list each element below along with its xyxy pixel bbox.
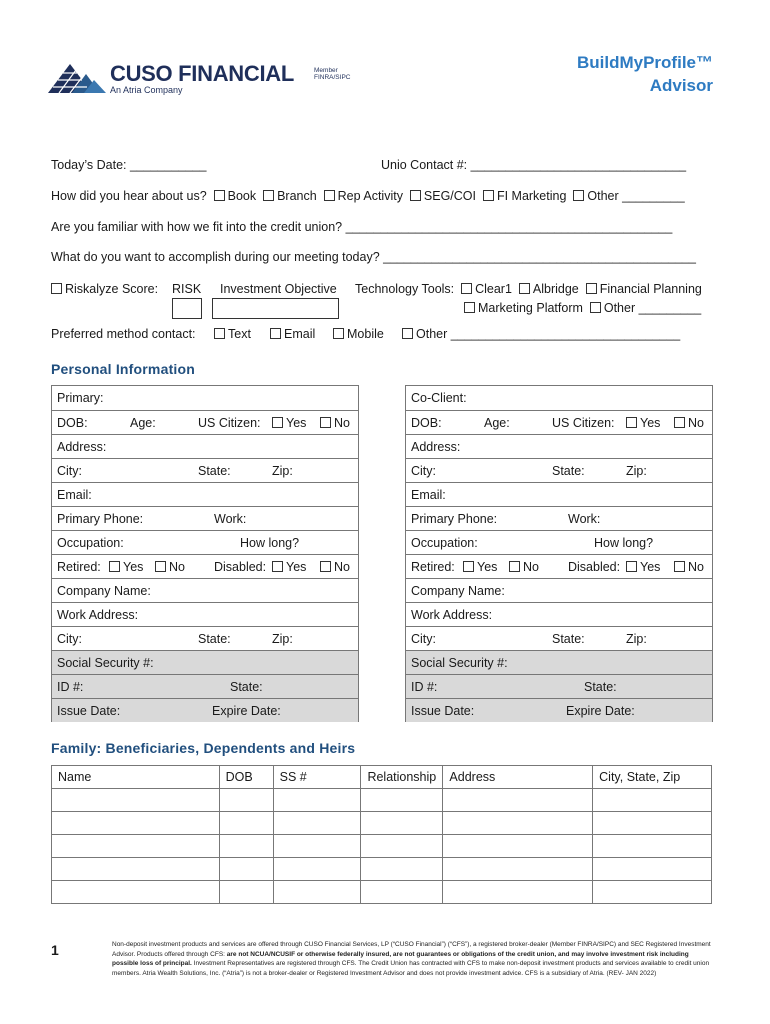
primary-row-work-address[interactable] xyxy=(52,602,358,626)
city-label: City: xyxy=(57,464,82,478)
state-label: State: xyxy=(198,632,231,646)
family-header-row xyxy=(52,766,712,789)
primary-row-issue[interactable] xyxy=(52,698,358,722)
contact-option-mobile[interactable]: Mobile xyxy=(333,327,384,341)
primary-client-grid xyxy=(51,385,359,722)
checkbox-icon[interactable] xyxy=(51,283,62,294)
table-row[interactable] xyxy=(52,858,712,881)
hear-about-row xyxy=(51,189,685,203)
coclient-row-email[interactable] xyxy=(406,482,712,506)
primary-row-ssn[interactable] xyxy=(52,650,358,674)
column-header-city-state-zip: City, State, Zip xyxy=(593,766,712,789)
work-address-label: Work Address: xyxy=(411,608,493,622)
checkbox-icon[interactable] xyxy=(333,328,344,339)
id-label: ID #: xyxy=(411,680,438,694)
state-label: State: xyxy=(552,632,585,646)
coclient-row-work-address[interactable] xyxy=(406,602,712,626)
primary-row-company[interactable] xyxy=(52,578,358,602)
checkbox-icon[interactable] xyxy=(214,190,225,201)
checkbox-icon[interactable] xyxy=(320,561,331,572)
table-row[interactable] xyxy=(52,835,712,858)
us-citizen-yes[interactable]: Yes xyxy=(626,416,660,430)
address-label: Address: xyxy=(411,440,461,454)
disabled-label: Disabled: xyxy=(568,560,621,574)
checkbox-icon[interactable] xyxy=(463,561,474,572)
disabled-yes[interactable]: Yes xyxy=(272,560,306,574)
work-address-label: Work Address: xyxy=(57,608,139,622)
risk-score-input[interactable] xyxy=(172,298,202,319)
company-name-label: Company Name: xyxy=(57,584,151,598)
primary-row-email[interactable] xyxy=(52,482,358,506)
tech-option-financial-planning[interactable]: Financial Planning xyxy=(586,282,702,296)
tech-tools-label: Technology Tools: xyxy=(355,282,455,296)
checkbox-icon[interactable] xyxy=(214,328,225,339)
work-phone-label: Work: xyxy=(214,512,247,526)
checkbox-icon[interactable] xyxy=(324,190,335,201)
coclient-row-phone[interactable] xyxy=(406,506,712,530)
risk-label: RISK xyxy=(172,282,202,296)
table-row[interactable] xyxy=(52,881,712,904)
retired-label: Retired: xyxy=(57,560,101,574)
coclient-row-header xyxy=(406,386,712,409)
primary-row-header xyxy=(52,386,358,409)
logo-name: CUSO FINANCIAL xyxy=(110,61,295,86)
disclosure-text xyxy=(112,940,712,978)
hear-option-branch[interactable]: Branch xyxy=(263,189,317,203)
primary-row-address[interactable] xyxy=(52,434,358,458)
investment-objective-input[interactable] xyxy=(212,298,339,319)
contact-method-label: Preferred method contact: xyxy=(51,327,196,341)
checkbox-icon[interactable] xyxy=(320,417,331,428)
primary-row-id[interactable] xyxy=(52,674,358,698)
investment-objective-label: Investment Objective xyxy=(220,282,337,296)
coclient-row-work-city[interactable] xyxy=(406,626,712,650)
checkbox-icon[interactable] xyxy=(461,283,472,294)
contact-option-text[interactable]: Text xyxy=(214,327,251,341)
form-title: BuildMyProfile™ xyxy=(576,53,713,72)
table-row[interactable] xyxy=(52,789,712,812)
coclient-row-city[interactable] xyxy=(406,458,712,482)
zip-label: Zip: xyxy=(626,632,647,646)
primary-phone-label: Primary Phone: xyxy=(57,512,144,526)
page-number: 1 xyxy=(51,942,59,958)
checkbox-icon[interactable] xyxy=(626,561,637,572)
coclient-grid xyxy=(405,385,713,722)
primary-row-phone[interactable] xyxy=(52,506,358,530)
checkbox-icon[interactable] xyxy=(626,417,637,428)
disclosure-part-2: Investment Representatives are registered through CFS. The Credit Union has contracted with CFS to make non-deposit investment products and services available to credit union members. Atria Wealth Solutions, Inc. (“Atria”) is not a broker-dealer or Registered Investment Advisor and does not provide investment advice. CFS is a subsidiary of Atria. (REV- JAN 2022) xyxy=(112,960,710,977)
todays-date-field[interactable]: Today’s Date: ___________ xyxy=(51,158,207,172)
address-label: Address: xyxy=(57,440,107,454)
checkbox-icon[interactable] xyxy=(509,561,520,572)
checkbox-icon[interactable] xyxy=(410,190,421,201)
how-long-label: How long? xyxy=(240,536,300,550)
hear-option-book[interactable]: Book xyxy=(214,189,257,203)
coclient-label: Co-Client: xyxy=(411,391,467,405)
coclient-row-issue[interactable] xyxy=(406,698,712,722)
primary-row-retired[interactable] xyxy=(52,554,358,578)
occupation-label: Occupation: xyxy=(57,536,124,550)
state-label: State: xyxy=(198,464,231,478)
table-row[interactable] xyxy=(52,812,712,835)
tech-option-albridge[interactable]: Albridge xyxy=(519,282,579,296)
checkbox-icon[interactable] xyxy=(270,328,281,339)
retired-yes[interactable]: Yes xyxy=(109,560,143,574)
personal-info-title: Personal Information xyxy=(51,361,196,377)
id-state-label: State: xyxy=(584,680,617,694)
dob-label: DOB: xyxy=(57,416,88,430)
contact-option-email[interactable]: Email xyxy=(270,327,315,341)
checkbox-icon[interactable] xyxy=(402,328,413,339)
checkbox-icon[interactable] xyxy=(674,561,685,572)
member-line-1: Member xyxy=(314,67,338,74)
checkbox-icon[interactable] xyxy=(263,190,274,201)
retired-no[interactable]: No xyxy=(155,560,185,574)
city-label: City: xyxy=(411,632,436,646)
coclient-row-ssn[interactable] xyxy=(406,650,712,674)
tech-option-other[interactable]: Other _________ xyxy=(590,301,701,315)
checkbox-icon[interactable] xyxy=(519,283,530,294)
email-label: Email: xyxy=(411,488,446,502)
coclient-row-dob[interactable] xyxy=(406,410,712,434)
retired-yes[interactable]: Yes xyxy=(463,560,497,574)
age-label: Age: xyxy=(130,416,156,430)
us-citizen-yes[interactable]: Yes xyxy=(272,416,306,430)
accomplish-question[interactable]: What do you want to accomplish during our meeting today? _____________________________________________ xyxy=(51,250,696,264)
retired-no[interactable]: No xyxy=(509,560,539,574)
dob-label: DOB: xyxy=(411,416,442,430)
riskalyze-option[interactable]: Riskalyze Score: xyxy=(51,282,158,296)
tech-option-clear1[interactable]: Clear1 xyxy=(461,282,512,296)
checkbox-icon[interactable] xyxy=(155,561,166,572)
us-citizen-label: US Citizen: xyxy=(198,416,261,430)
us-citizen-no[interactable]: No xyxy=(674,416,704,430)
disabled-no[interactable]: No xyxy=(674,560,704,574)
hear-option-fi-marketing[interactable]: FI Marketing xyxy=(483,189,566,203)
disclosure-bold: are not NCUA/NCUSIF or otherwise federally insured, are not guarantees or obligations of the credit union, and may involve investment risk including possible loss of principal. xyxy=(112,950,689,967)
coclient-row-retired[interactable] xyxy=(406,554,712,578)
tech-tools-row xyxy=(355,282,702,296)
hear-option-rep-activity[interactable]: Rep Activity xyxy=(324,189,403,203)
ssn-label: Social Security #: xyxy=(57,656,154,670)
hear-option-other[interactable]: Other _________ xyxy=(573,189,684,203)
cuso-logo-icon xyxy=(48,60,108,94)
form-subtitle: Advisor xyxy=(649,76,713,95)
tech-tools-row-2 xyxy=(464,301,701,315)
primary-row-city[interactable] xyxy=(52,458,358,482)
checkbox-icon[interactable] xyxy=(483,190,494,201)
ssn-label: Social Security #: xyxy=(411,656,508,670)
checkbox-icon[interactable] xyxy=(674,417,685,428)
coclient-row-occupation[interactable] xyxy=(406,530,712,554)
email-label: Email: xyxy=(57,488,92,502)
work-phone-label: Work: xyxy=(568,512,601,526)
hear-about-label: How did you hear about us? xyxy=(51,189,207,203)
primary-label: Primary: xyxy=(57,391,104,405)
checkbox-icon[interactable] xyxy=(272,417,283,428)
family-table xyxy=(51,765,712,904)
city-label: City: xyxy=(411,464,436,478)
checkbox-icon[interactable] xyxy=(464,302,475,313)
checkbox-icon[interactable] xyxy=(586,283,597,294)
id-label: ID #: xyxy=(57,680,84,694)
occupation-label: Occupation: xyxy=(411,536,478,550)
column-header-ss: SS # xyxy=(273,766,361,789)
zip-label: Zip: xyxy=(272,464,293,478)
issue-date-label: Issue Date: xyxy=(57,704,121,718)
how-long-label: How long? xyxy=(594,536,654,550)
age-label: Age: xyxy=(484,416,510,430)
company-name-label: Company Name: xyxy=(411,584,505,598)
logo xyxy=(48,60,358,96)
us-citizen-no[interactable]: No xyxy=(320,416,350,430)
column-header-dob: DOB xyxy=(219,766,273,789)
expire-date-label: Expire Date: xyxy=(212,704,281,718)
contact-option-other[interactable]: Other _________________________________ xyxy=(402,327,680,341)
checkbox-icon[interactable] xyxy=(590,302,601,313)
unio-contact-field[interactable]: Unio Contact #: _______________________________ xyxy=(381,158,687,172)
primary-phone-label: Primary Phone: xyxy=(411,512,498,526)
city-label: City: xyxy=(57,632,82,646)
coclient-row-address[interactable] xyxy=(406,434,712,458)
checkbox-icon[interactable] xyxy=(272,561,283,572)
hear-option-seg-coi[interactable]: SEG/COI xyxy=(410,189,476,203)
checkbox-icon[interactable] xyxy=(109,561,120,572)
column-header-name: Name xyxy=(52,766,220,789)
disclosure-part-1: Non-deposit investment products and services are offered through CUSO Financial Services, LP (“CUSO Financial”) (“CFS”), a registered broker-dealer (Member FINRA/SIPC) and SEC Registered Investment Advisor. Products offered through CFS: xyxy=(112,941,711,958)
column-header-relationship: Relationship xyxy=(361,766,443,789)
coclient-row-id[interactable] xyxy=(406,674,712,698)
zip-label: Zip: xyxy=(626,464,647,478)
id-state-label: State: xyxy=(230,680,263,694)
expire-date-label: Expire Date: xyxy=(566,704,635,718)
primary-row-occupation[interactable] xyxy=(52,530,358,554)
disabled-label: Disabled: xyxy=(214,560,267,574)
familiar-question[interactable]: Are you familiar with how we fit into the credit union? _______________________________________________ xyxy=(51,220,673,234)
column-header-address: Address xyxy=(443,766,593,789)
logo-subtitle: An Atria Company xyxy=(110,85,183,95)
checkbox-icon[interactable] xyxy=(573,190,584,201)
disabled-yes[interactable]: Yes xyxy=(626,560,660,574)
primary-row-dob[interactable] xyxy=(52,410,358,434)
us-citizen-label: US Citizen: xyxy=(552,416,615,430)
primary-row-work-city[interactable] xyxy=(52,626,358,650)
issue-date-label: Issue Date: xyxy=(411,704,475,718)
retired-label: Retired: xyxy=(411,560,455,574)
zip-label: Zip: xyxy=(272,632,293,646)
family-title: Family: Beneficiaries, Dependents and Heirs xyxy=(51,740,356,756)
state-label: State: xyxy=(552,464,585,478)
tech-option-marketing-platform[interactable]: Marketing Platform xyxy=(464,301,583,315)
member-line-2: FINRA/SIPC xyxy=(314,74,351,81)
coclient-row-company[interactable] xyxy=(406,578,712,602)
disabled-no[interactable]: No xyxy=(320,560,350,574)
